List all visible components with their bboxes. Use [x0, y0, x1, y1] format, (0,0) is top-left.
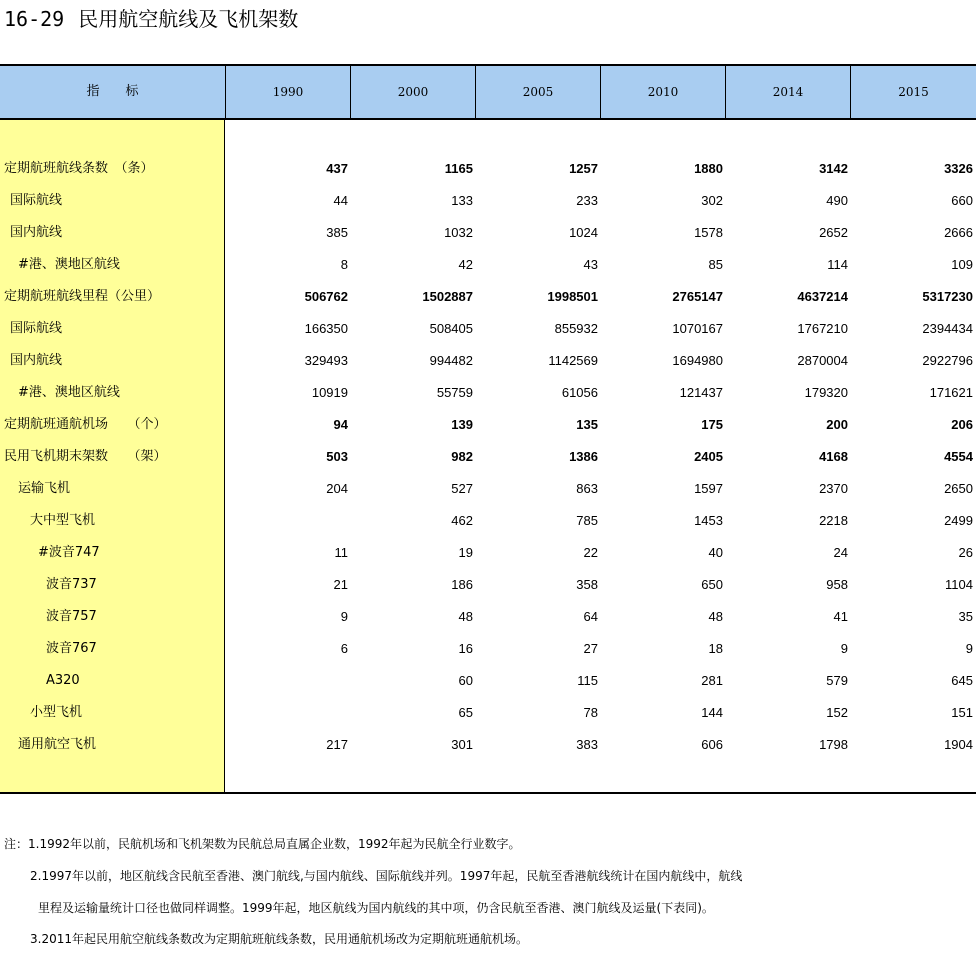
cell-value: 650: [701, 577, 723, 592]
cell-value: 26: [958, 545, 973, 560]
cell-value: 48: [458, 609, 473, 624]
cell-value: 1142569: [548, 353, 598, 368]
cell-value: 42: [458, 257, 473, 272]
table-row: [0, 281, 976, 313]
cell-value: 3142: [819, 161, 848, 176]
row-label: 运输飞机: [18, 481, 71, 496]
cell-value: 114: [827, 257, 848, 272]
cell-value: 206: [951, 417, 973, 432]
cell-value: 579: [826, 673, 848, 688]
footnote-1: 注：1.1992年以前，民航机场和飞机架数为民航总局直属企业数，1992年起为民航全行业数字。: [4, 837, 521, 851]
row-label: 定期航班航线条数 （条）: [4, 161, 154, 176]
cell-value: 329493: [304, 353, 348, 368]
table-row: [0, 313, 976, 345]
cell-value: 508405: [429, 321, 473, 336]
cell-value: 200: [826, 417, 848, 432]
header-year: 2005: [475, 66, 600, 118]
cell-value: 9: [840, 641, 848, 656]
table-row: [0, 217, 976, 249]
cell-value: 301: [451, 737, 473, 752]
cell-value: 383: [576, 737, 598, 752]
table-row: [0, 601, 976, 633]
cell-value: 606: [701, 737, 723, 752]
header-year: 1990: [225, 66, 350, 118]
cell-value: 135: [576, 417, 598, 432]
cell-value: 1165: [444, 161, 473, 176]
cell-value: 43: [583, 257, 598, 272]
row-label: 定期航班航线里程（公里）: [4, 289, 161, 304]
row-label: #港、澳地区航线: [18, 257, 120, 272]
cell-value: 1694980: [672, 353, 723, 368]
row-label: 民用飞机期末架数 （架）: [4, 449, 167, 464]
cell-value: 281: [701, 673, 723, 688]
cell-value: 2765147: [672, 289, 723, 304]
cell-value: 11: [334, 545, 348, 560]
cell-value: 4168: [819, 449, 848, 464]
row-label: 国内航线: [10, 225, 63, 240]
cell-value: 60: [458, 673, 473, 688]
header-year: 2000: [350, 66, 475, 118]
cell-value: 64: [583, 609, 598, 624]
table-title: 民用航空航线及飞机架数: [78, 7, 299, 31]
cell-value: 40: [708, 545, 723, 560]
cell-value: 85: [708, 257, 723, 272]
table-row: [0, 377, 976, 409]
row-label: #港、澳地区航线: [18, 385, 120, 400]
table-header: [0, 64, 976, 120]
cell-value: 645: [951, 673, 973, 688]
cell-value: 48: [708, 609, 723, 624]
cell-value: 9: [965, 641, 973, 656]
cell-value: 437: [326, 161, 348, 176]
cell-value: 115: [577, 673, 598, 688]
table-row: [0, 409, 976, 441]
row-label: 通用航空飞机: [18, 737, 97, 752]
cell-value: 982: [451, 449, 473, 464]
cell-value: 863: [576, 481, 598, 496]
cell-value: 6: [340, 641, 348, 656]
cell-value: 217: [326, 737, 348, 752]
row-label: 国际航线: [10, 321, 63, 336]
cell-value: 490: [826, 193, 848, 208]
table-row: [0, 473, 976, 505]
footnote-2: 2.1997年以前，地区航线含民航至香港、澳门航线,与国内航线、国际航线并列。1997年起，民航至香港航线统计在国内航线中，航线: [30, 869, 743, 883]
cell-value: 1597: [694, 481, 723, 496]
cell-value: 27: [583, 641, 598, 656]
cell-value: 1998501: [547, 289, 598, 304]
row-label: A320: [46, 673, 80, 688]
cell-value: 65: [458, 705, 473, 720]
cell-value: 1798: [819, 737, 848, 752]
row-label: 定期航班通航机场 （个）: [4, 417, 167, 432]
row-label: 小型飞机: [30, 705, 83, 720]
cell-value: 855932: [554, 321, 598, 336]
cell-value: 2370: [819, 481, 848, 496]
table-row: [0, 729, 976, 761]
cell-value: 19: [458, 545, 473, 560]
cell-value: 2394434: [922, 321, 973, 336]
footnote-2-continued: 里程及运输量统计口径也做同样调整。1999年起，地区航线为国内航线的其中项，仍含民航至香港、澳门航线及运量(下表同)。: [38, 901, 714, 915]
cell-value: 660: [951, 193, 973, 208]
cell-value: [228, 665, 348, 697]
cell-value: 302: [701, 193, 723, 208]
cell-value: 144: [701, 705, 723, 720]
footnote-3: 3.2011年起民用航空航线条数改为定期航班航线条数，民用通航机场改为定期航班通航机场。: [30, 932, 528, 946]
row-label: 国际航线: [10, 193, 63, 208]
cell-value: 994482: [429, 353, 473, 368]
cell-value: 2870004: [797, 353, 848, 368]
cell-value: 151: [951, 705, 973, 720]
cell-value: 1904: [944, 737, 973, 752]
cell-value: 204: [326, 481, 348, 496]
header-year: 2015: [850, 66, 976, 118]
cell-value: 1386: [569, 449, 598, 464]
cell-value: 958: [826, 577, 848, 592]
cell-value: 78: [583, 705, 598, 720]
cell-value: 527: [451, 481, 473, 496]
cell-value: 166350: [304, 321, 348, 336]
cell-value: 2499: [944, 513, 973, 528]
table-row: [0, 249, 976, 281]
table-row: [0, 505, 976, 537]
cell-value: 109: [951, 257, 973, 272]
cell-value: 358: [576, 577, 598, 592]
cell-value: 55759: [436, 385, 473, 400]
cell-value: 1024: [569, 225, 598, 240]
cell-value: 2218: [819, 513, 848, 528]
cell-value: [228, 505, 348, 537]
cell-value: 121437: [679, 385, 723, 400]
header-year: 2014: [725, 66, 850, 118]
row-label: 波音757: [46, 609, 97, 624]
cell-value: [228, 697, 348, 729]
cell-value: 24: [833, 545, 848, 560]
row-label: #波音747: [38, 545, 100, 560]
table-row: [0, 441, 976, 473]
cell-value: 41: [833, 609, 848, 624]
cell-value: 2405: [694, 449, 723, 464]
cell-value: 133: [451, 193, 473, 208]
cell-value: 152: [826, 705, 848, 720]
cell-value: 186: [451, 577, 473, 592]
cell-value: 506762: [304, 289, 348, 304]
table-number: 16-29: [4, 7, 65, 31]
cell-value: 1502887: [422, 289, 473, 304]
header-year: 2010: [600, 66, 725, 118]
table-bottom-rule: [0, 792, 976, 794]
cell-value: 1767210: [797, 321, 848, 336]
cell-value: 35: [958, 609, 973, 624]
cell-value: 1070167: [672, 321, 723, 336]
cell-value: 10919: [311, 385, 348, 400]
cell-value: 1880: [694, 161, 723, 176]
cell-value: 175: [701, 417, 723, 432]
cell-value: 2652: [819, 225, 848, 240]
cell-value: 4637214: [797, 289, 848, 304]
cell-value: 2666: [944, 225, 973, 240]
cell-value: 179320: [804, 385, 848, 400]
cell-value: 1453: [694, 513, 723, 528]
cell-value: 171621: [929, 385, 973, 400]
cell-value: 21: [333, 577, 348, 592]
page-title: [4, 4, 298, 34]
cell-value: 4554: [944, 449, 973, 464]
cell-value: 462: [451, 513, 473, 528]
cell-value: 503: [326, 449, 348, 464]
cell-value: 233: [576, 193, 598, 208]
table-row: [0, 697, 976, 729]
cell-value: 385: [326, 225, 348, 240]
cell-value: 2650: [944, 481, 973, 496]
cell-value: 3326: [944, 161, 973, 176]
table-row: [0, 569, 976, 601]
cell-value: 61056: [561, 385, 598, 400]
cell-value: 8: [340, 257, 348, 272]
table-row: [0, 153, 976, 185]
cell-value: 1257: [569, 161, 598, 176]
table-row: [0, 633, 976, 665]
table-row: [0, 665, 976, 697]
cell-value: 2922796: [922, 353, 973, 368]
cell-value: 785: [576, 513, 598, 528]
cell-value: 9: [340, 609, 348, 624]
cell-value: 5317230: [922, 289, 973, 304]
cell-value: 1032: [444, 225, 473, 240]
row-label: 国内航线: [10, 353, 63, 368]
table-row: [0, 185, 976, 217]
cell-value: 18: [708, 641, 723, 656]
row-label: 大中型飞机: [30, 513, 96, 528]
cell-value: 139: [451, 417, 473, 432]
cell-value: 1104: [945, 577, 973, 592]
cell-value: 22: [583, 545, 598, 560]
table-row: [0, 537, 976, 569]
header-indicator: 指 标: [86, 84, 139, 99]
cell-value: 94: [333, 417, 348, 432]
row-label: 波音767: [46, 641, 97, 656]
row-label: 波音737: [46, 577, 97, 592]
cell-value: 44: [333, 193, 348, 208]
cell-value: 1578: [694, 225, 723, 240]
cell-value: 16: [458, 641, 473, 656]
table-row: [0, 345, 976, 377]
